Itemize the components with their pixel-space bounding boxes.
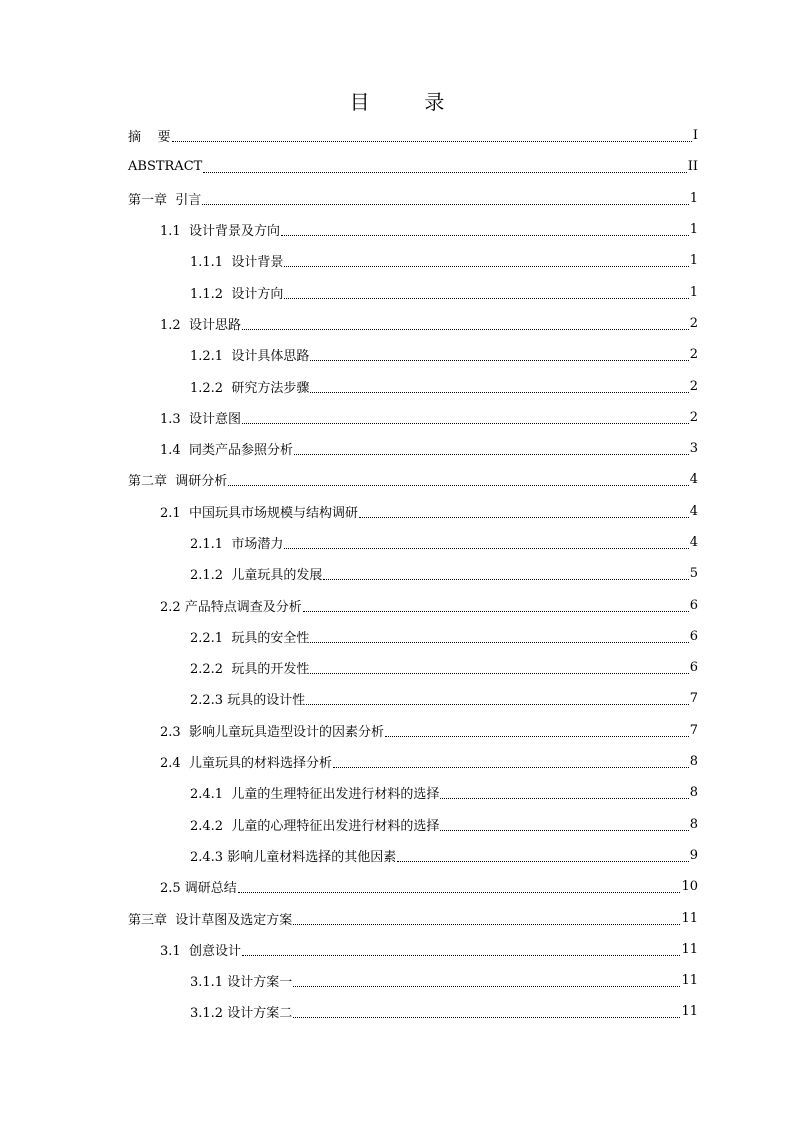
toc-entry-page: 3 xyxy=(689,441,698,457)
toc-entry[interactable] xyxy=(128,308,698,339)
toc-entry[interactable] xyxy=(128,558,698,589)
toc-entry-label: 1.1 设计背景及方向 xyxy=(160,224,280,240)
toc-entry-label: 第三章 设计草图及选定方案 xyxy=(128,912,293,928)
toc-entry[interactable] xyxy=(128,183,698,214)
toc-leader-dots xyxy=(284,538,688,549)
toc-entry-label: 1.1.2 设计方向 xyxy=(190,286,284,302)
toc-leader-dots xyxy=(172,131,692,142)
toc-entry[interactable] xyxy=(128,840,698,871)
toc-entry-label: 2.5 调研总结 xyxy=(160,881,237,897)
toc-leader-dots xyxy=(397,851,689,862)
toc-leader-dots xyxy=(310,382,688,393)
toc-leader-dots xyxy=(306,694,689,705)
toc-entry-label: 2.1 中国玩具市场规模与结构调研 xyxy=(160,505,358,521)
toc-leader-dots xyxy=(294,444,689,455)
toc-entry-page: 1 xyxy=(689,190,698,206)
toc-entry-page: 10 xyxy=(681,879,698,895)
toc-entry[interactable] xyxy=(128,996,698,1027)
toc-entry-page: 6 xyxy=(689,597,698,613)
toc-entry[interactable] xyxy=(128,809,698,840)
toc-leader-dots xyxy=(385,726,689,737)
toc-entry[interactable] xyxy=(128,683,698,714)
toc-leader-dots xyxy=(333,757,689,768)
toc-entry[interactable] xyxy=(128,464,698,495)
toc-leader-dots xyxy=(242,413,689,424)
toc-entry-page: 6 xyxy=(689,628,698,644)
toc-entry[interactable] xyxy=(128,652,698,683)
toc-entry-label: 第一章 引言 xyxy=(128,192,202,208)
toc-entry-page: 1 xyxy=(689,284,698,300)
toc-leader-dots xyxy=(242,319,689,330)
toc-entry[interactable] xyxy=(128,496,698,527)
toc-entry-page: 9 xyxy=(689,847,698,863)
toc-entry-label: 1.1.1 设计背景 xyxy=(190,255,284,271)
toc-entry-page: 6 xyxy=(689,660,698,676)
toc-entry[interactable] xyxy=(128,621,698,652)
toc-entry[interactable] xyxy=(128,589,698,620)
toc-entry-page: 11 xyxy=(681,910,698,926)
toc-leader-dots xyxy=(440,788,688,799)
toc-entry-page: II xyxy=(687,159,698,175)
toc-entry-label: 3.1.1 设计方案一 xyxy=(190,975,293,991)
toc-leader-dots xyxy=(284,288,688,299)
toc-entry[interactable] xyxy=(128,934,698,965)
toc-leader-dots xyxy=(228,475,688,486)
toc-entry-label: 2.2.2 玩具的开发性 xyxy=(190,662,310,678)
toc-entry-label: 3.1.2 设计方案二 xyxy=(190,1006,293,1022)
toc-entry-page: 11 xyxy=(681,941,698,957)
toc-entry[interactable] xyxy=(128,276,698,307)
toc-entry-label: 1.3 设计意图 xyxy=(160,411,241,427)
toc-leader-dots xyxy=(440,820,688,831)
toc-entry-page: 2 xyxy=(689,315,698,331)
toc-entry[interactable] xyxy=(128,777,698,808)
toc-leader-dots xyxy=(303,601,689,612)
toc-leader-dots xyxy=(203,162,686,173)
toc-entry[interactable] xyxy=(128,245,698,276)
toc-entry[interactable] xyxy=(128,370,698,401)
toc-entry-page: 2 xyxy=(689,378,698,394)
toc-entry-label: 3.1 创意设计 xyxy=(160,943,241,959)
toc-entry-page: 11 xyxy=(681,973,698,989)
toc-entry-label: 2.4.2 儿童的心理特征出发进行材料的选择 xyxy=(190,818,440,834)
toc-entry-label: 第二章 调研分析 xyxy=(128,474,228,490)
table-of-contents xyxy=(128,120,698,1028)
toc-entry-page: 4 xyxy=(689,535,698,550)
toc-entry[interactable] xyxy=(128,120,698,151)
toc-entry-page: 2 xyxy=(689,409,698,425)
toc-entry-page: 11 xyxy=(681,1004,698,1020)
toc-leader-dots xyxy=(310,350,688,361)
toc-entry[interactable] xyxy=(128,433,698,464)
toc-leader-dots xyxy=(202,194,688,205)
toc-entry-page: 7 xyxy=(689,722,698,738)
toc-leader-dots xyxy=(293,976,680,987)
toc-entry-page: 4 xyxy=(689,503,698,519)
toc-entry[interactable] xyxy=(128,402,698,433)
toc-leader-dots xyxy=(323,569,688,580)
toc-entry-label: 2.4.1 儿童的生理特征出发进行材料的选择 xyxy=(190,787,440,803)
toc-leader-dots xyxy=(310,632,688,643)
toc-entry-page: 1 xyxy=(689,222,698,238)
toc-entry-page: 4 xyxy=(689,472,698,488)
toc-entry-label: 摘 要 xyxy=(128,130,171,146)
toc-entry-label: 2.2 产品特点调查及分析 xyxy=(160,599,302,615)
toc-leader-dots xyxy=(281,225,689,236)
toc-entry-label: 1.4 同类产品参照分析 xyxy=(160,443,293,459)
toc-entry-page: 8 xyxy=(689,754,698,770)
toc-entry[interactable] xyxy=(128,527,698,558)
toc-entry[interactable] xyxy=(128,965,698,996)
toc-entry[interactable] xyxy=(128,902,698,933)
toc-entry-label: 1.2 设计思路 xyxy=(160,317,241,333)
toc-entry-label: ABSTRACT xyxy=(128,159,203,175)
toc-leader-dots xyxy=(242,945,681,956)
toc-entry[interactable] xyxy=(128,715,698,746)
toc-entry-label: 2.1.2 儿童玩具的发展 xyxy=(190,568,323,584)
toc-entry[interactable] xyxy=(128,151,698,182)
page-title: 目 录 xyxy=(349,90,459,114)
toc-entry[interactable] xyxy=(128,214,698,245)
toc-entry-label: 2.4 儿童玩具的材料选择分析 xyxy=(160,756,332,772)
toc-entry-page: 5 xyxy=(689,566,698,582)
toc-entry[interactable] xyxy=(128,746,698,777)
toc-leader-dots xyxy=(284,256,688,267)
toc-entry-label: 2.3 影响儿童玩具造型设计的因素分析 xyxy=(160,724,384,740)
toc-entry-page: 1 xyxy=(689,253,698,269)
toc-leader-dots xyxy=(293,1007,680,1018)
toc-entry-label: 2.1.1 市场潜力 xyxy=(190,537,284,552)
toc-entry-page: 8 xyxy=(689,785,698,801)
toc-entry[interactable] xyxy=(128,339,698,370)
toc-leader-dots xyxy=(293,914,680,925)
toc-entry-label: 2.2.1 玩具的安全性 xyxy=(190,630,310,646)
toc-entry-page: 8 xyxy=(689,816,698,832)
toc-entry-label: 2.4.3 影响儿童材料选择的其他因素 xyxy=(190,849,397,865)
toc-entry-label: 1.2.2 研究方法步骤 xyxy=(190,380,310,396)
toc-entry[interactable] xyxy=(128,871,698,902)
toc-leader-dots xyxy=(310,663,688,674)
toc-entry-page: 7 xyxy=(689,691,698,707)
toc-entry-label: 1.2.1 设计具体思路 xyxy=(190,349,310,365)
toc-leader-dots xyxy=(238,882,681,893)
toc-entry-page: I xyxy=(692,128,698,144)
toc-leader-dots xyxy=(359,507,689,518)
toc-entry-page: 2 xyxy=(689,347,698,363)
toc-entry-label: 2.2.3 玩具的设计性 xyxy=(190,693,306,709)
